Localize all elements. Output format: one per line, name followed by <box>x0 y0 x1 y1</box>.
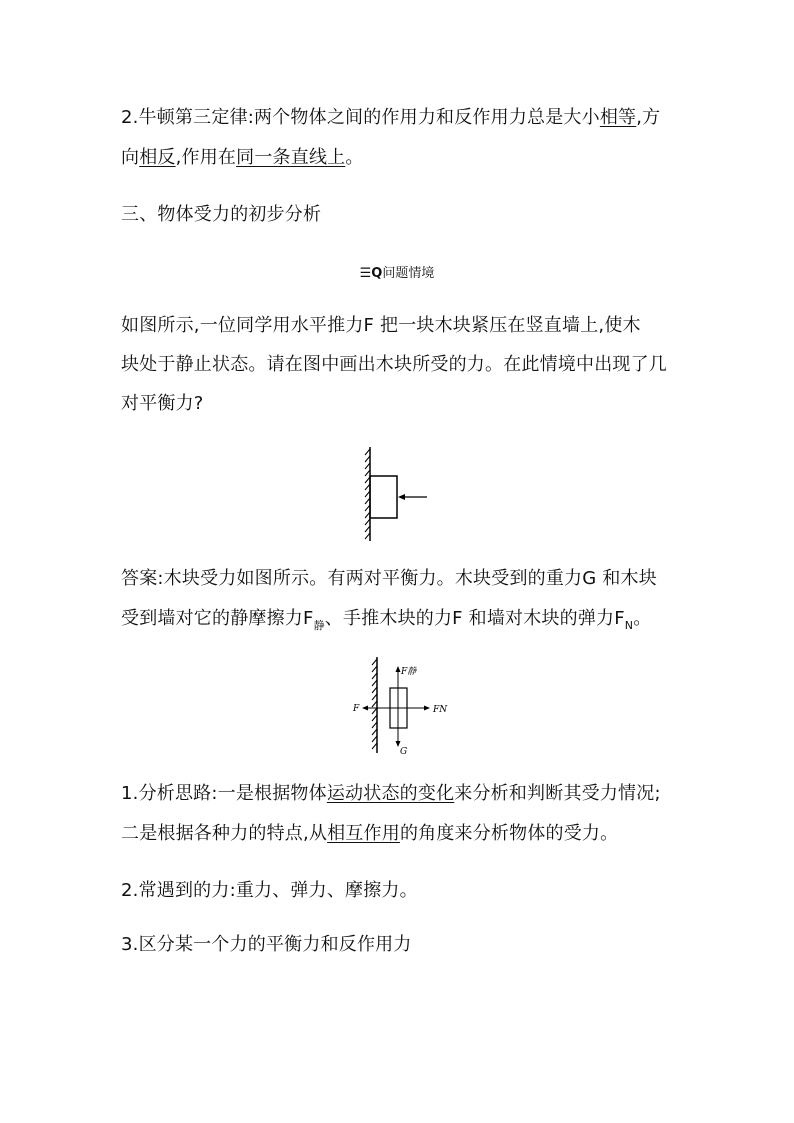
question-line2: 块处于静止状态。请在图中画出木块所受的力。在此情境中出现了几 <box>121 354 667 375</box>
answer-end: 。 <box>633 608 652 629</box>
blank-interaction: 相互作用 <box>327 823 400 844</box>
law3-text3: 向 <box>121 147 140 168</box>
sub-static: 静 <box>313 619 325 632</box>
point2: 2.常遇到的力:重力、弹力、摩擦力。 <box>121 880 418 901</box>
answer-text: 受到墙对它的静摩擦力F <box>121 608 314 629</box>
scenario-heading <box>0 262 794 281</box>
law3-end: 。 <box>345 147 364 168</box>
question-line1: 如图所示,一位同学用水平推力F 把一块木块紧压在竖直墙上,使木 <box>121 315 641 336</box>
label-push: F <box>353 704 360 714</box>
section-title: 三、物体受力的初步分析 <box>121 204 322 225</box>
law3-line2 <box>121 147 364 169</box>
push-force-arrowhead <box>362 706 368 711</box>
sub-normal: N <box>624 619 634 632</box>
point1-text2: 来分析和判断其受力情况; <box>454 783 661 804</box>
blank-opposite: 相反 <box>139 147 176 168</box>
blank-equal: 相等 <box>599 107 637 128</box>
point1-text3: 二是根据各种力的特点,从 <box>121 823 328 844</box>
normal-force-arrowhead <box>424 706 430 711</box>
wood-block <box>370 476 397 518</box>
point1-line2 <box>121 823 618 845</box>
figure-force-diagram <box>348 655 448 755</box>
point3: 3.区分某一个力的平衡力和反作用力 <box>121 934 412 955</box>
blank-same-line: 同一条直线上 <box>236 147 346 168</box>
answer-line2 <box>121 608 651 637</box>
law3-text2: ,方 <box>636 107 661 128</box>
scenario-label: 问题情境 <box>382 266 435 281</box>
label-friction: F静 <box>401 667 417 677</box>
label-gravity: G <box>400 747 408 755</box>
question-line3: 对平衡力? <box>121 393 204 414</box>
answer-text2: 、手推木块的力F 和墙对木块的弹力F <box>324 608 625 629</box>
scenario-icon: ☰Q <box>359 266 383 281</box>
point1-text: 1.分析思路:一是根据物体 <box>121 783 327 804</box>
point1-line1 <box>121 783 661 805</box>
blank-motion-change: 运动状态的变化 <box>326 783 455 804</box>
label-normal: FN <box>433 705 448 715</box>
law3-text4: ,作用在 <box>175 147 237 168</box>
friction-arrowhead <box>396 666 401 672</box>
law3-text: 2.牛顿第三定律:两个物体之间的作用力和反作用力总是大小 <box>121 107 600 128</box>
law3-line1 <box>121 107 660 129</box>
point1-text4: 的角度来分析物体的受力。 <box>399 823 619 844</box>
push-arrowhead <box>398 494 405 500</box>
figure-block-wall <box>355 445 445 543</box>
answer-line1: 答案:木块受力如图所示。有两对平衡力。木块受到的重力G 和木块 <box>121 568 657 589</box>
